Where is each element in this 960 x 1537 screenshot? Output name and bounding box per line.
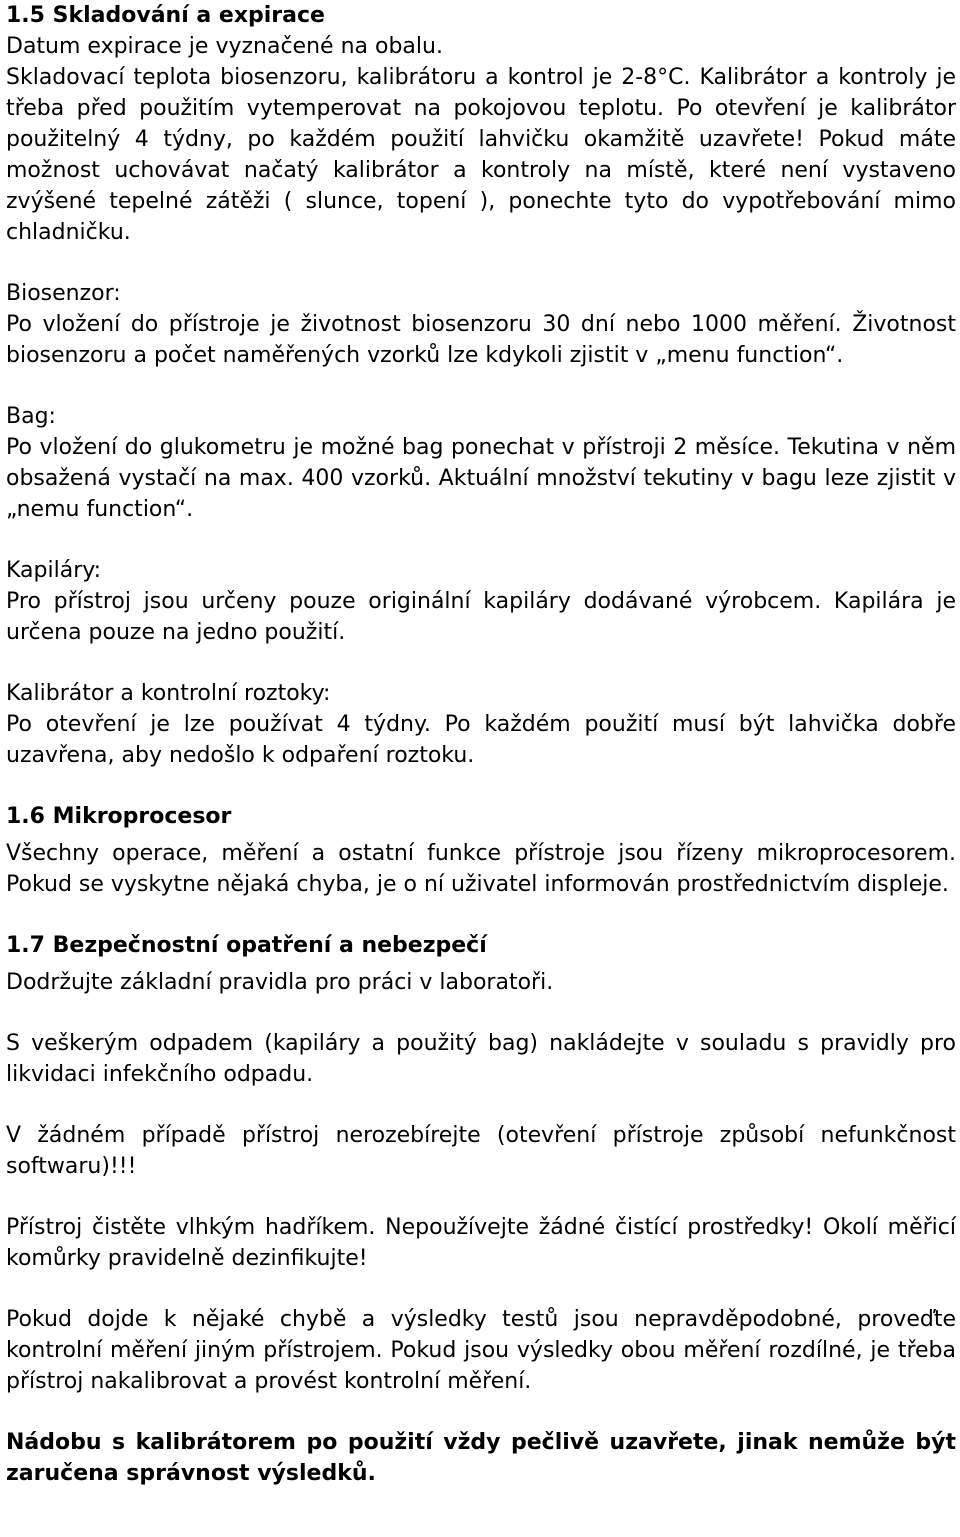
lab-rules-paragraph: Dodržujte základní pravidla pro práci v laboratoři. (6, 970, 554, 995)
mikroprocesor-paragraph: Všechny operace, měření a ostatní funkce přístroje jsou řízeny mikroprocesorem. Pokud se vyskytne nějaká chyba, je o ní uživatel informován prostřednictvím displeje. (6, 841, 956, 897)
kapilary-paragraph: Pro přístroj jsou určeny pouze originální kapiláry dodávané výrobcem. Kapilára je určena pouze na jedno použití. (6, 589, 956, 645)
storage-paragraph: Skladovací teplota biosenzoru, kalibrátoru a kontrol je 2-8°C. Kalibrátor a kontroly je třeba před použitím vytemperovat na pokojovou teplotu. Po otevření je kalibrátor použitelný 4 týdny, po každém použití lahvičku okamžitě uzavřete! Pokud máte možnost uchovávat načatý kalibrátor a kontroly na místě, které není vystaveno zvýšené tepelné zátěži ( slunce, topení ), ponechte tyto do vypotřebování mimo chladničku. (6, 65, 956, 245)
document-page (6, 0, 956, 1489)
disassembly-warning-paragraph: V žádném případě přístroj nerozebírejte (otevření přístroje způsobí nefunkčnost softwaru)!!! (6, 1123, 956, 1179)
biosenzor-paragraph: Po vložení do přístroje je životnost biosenzoru 30 dní nebo 1000 měření. Životnost biosenzoru a počet naměřených vzorků lze kdykoli zjistit v „menu function“. (6, 312, 956, 368)
bag-label: Bag: (6, 404, 56, 429)
section-heading-1-6: 1.6 Mikroprocesor (6, 804, 232, 829)
biosenzor-label: Biosenzor: (6, 281, 121, 306)
closing-warning-paragraph: Nádobu s kalibrátorem po použití vždy pečlivě uzavřete, jinak nemůže být zaručena správnost výsledků. (6, 1430, 956, 1486)
kalibrator-label: Kalibrátor a kontrolní roztoky: (6, 681, 331, 706)
section-heading-1-5: 1.5 Skladování a expirace (6, 3, 325, 28)
expiry-date-note: Datum expirace je vyznačené na obalu. (6, 34, 443, 59)
bag-paragraph: Po vložení do glukometru je možné bag ponechat v přístroji 2 měsíce. Tekutina v něm obsažená vystačí na max. 400 vzorků. Aktuální množství tekutiny v bagu leze zjistit v „nemu function“. (6, 435, 956, 522)
kapilary-label: Kapiláry: (6, 558, 102, 583)
error-handling-paragraph: Pokud dojde k nějaké chybě a výsledky testů jsou nepravděpodobné, proveďte kontrolní měření jiným přístrojem. Pokud jsou výsledky obou měření rozdílné, je třeba přístroj nakalibrovat a provést kontrolní měření. (6, 1307, 956, 1394)
kalibrator-paragraph: Po otevření je lze používat 4 týdny. Po každém použití musí být lahvička dobře uzavřena, aby nedošlo k odpaření roztoku. (6, 712, 956, 768)
waste-paragraph: S veškerým odpadem (kapiláry a použitý bag) nakládejte v souladu s pravidly pro likvidaci infekčního odpadu. (6, 1031, 956, 1087)
section-heading-1-7: 1.7 Bezpečnostní opatření a nebezpečí (6, 933, 487, 958)
cleaning-paragraph: Přístroj čistěte vlhkým hadříkem. Nepoužívejte žádné čistící prostředky! Okolí měřicí komůrky pravidelně dezinfikujte! (6, 1215, 956, 1271)
